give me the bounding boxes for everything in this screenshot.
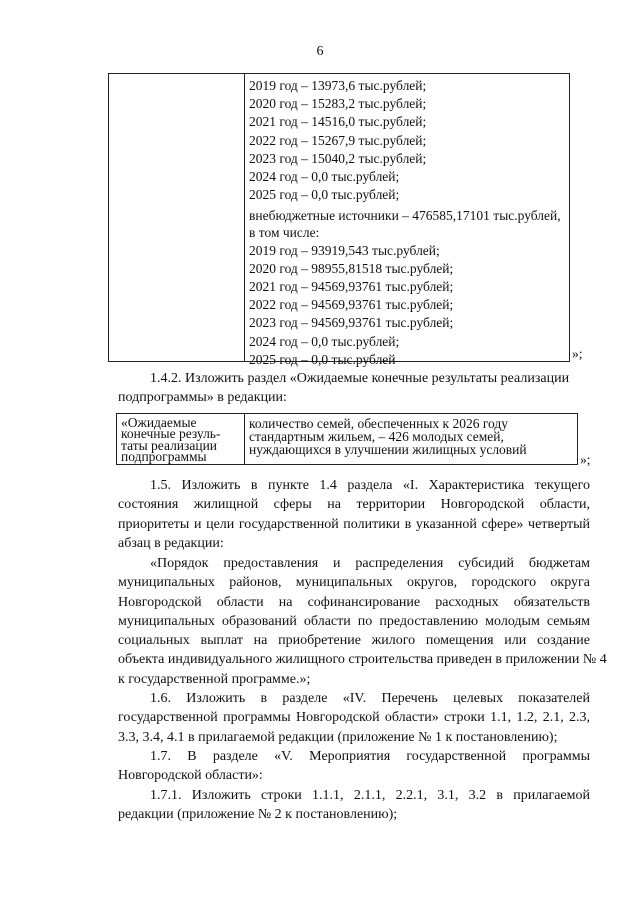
funding-line: 2020 год – 98955,81518 тыс.рублей; bbox=[249, 260, 454, 276]
table-divider bbox=[244, 414, 245, 464]
results-value-line: количество семей, обеспеченных к 2026 году bbox=[249, 416, 509, 431]
paragraph-line: 1.7.1. Изложить строки 1.1.1, 2.1.1, 2.2.1, 3.1, 3.2 в прилагаемой bbox=[150, 788, 590, 803]
paragraph-line: 1.7. В разделе «V. Мероприятия государственной программы bbox=[150, 749, 590, 764]
table-divider bbox=[244, 74, 245, 361]
funding-line: внебюджетные источники – 476585,17101 тыс.рублей, bbox=[249, 208, 561, 224]
paragraph-line: 1.5. Изложить в пункте 1.4 раздела «I. Характеристика текущего bbox=[150, 478, 590, 493]
funding-table bbox=[108, 73, 570, 367]
results-table bbox=[116, 413, 578, 465]
results-label-line: «Ожидаемые bbox=[121, 415, 197, 430]
funding-lines bbox=[249, 77, 565, 369]
paragraph-line: социальных выплат на приобретение жилого помещения или создание bbox=[118, 633, 590, 649]
funding-line: 2020 год – 15283,2 тыс.рублей; bbox=[249, 96, 427, 112]
funding-line: 2023 год – 15040,2 тыс.рублей; bbox=[249, 150, 427, 166]
results-label-line: конечные резуль- bbox=[121, 426, 221, 442]
paragraph-line: приоритеты и цели государственной политики в указанной сфере» четвертый bbox=[118, 516, 590, 532]
paragraph-line: к государственной программе.»; bbox=[118, 671, 311, 687]
item-1-7-1 bbox=[118, 786, 590, 825]
paragraph-line: состояния жилищной сферы на территории Новгородской области, bbox=[118, 497, 590, 513]
funding-line: 2024 год – 0,0 тыс.рублей; bbox=[249, 169, 400, 185]
quote-paragraph bbox=[118, 554, 607, 689]
funding-line: 2021 год – 94569,93761 тыс.рублей; bbox=[249, 279, 454, 295]
funding-table-closing: »; bbox=[572, 346, 583, 361]
page-number: 6 bbox=[316, 44, 324, 59]
funding-line: 2021 год – 14516,0 тыс.рублей; bbox=[249, 114, 427, 130]
results-label-cell bbox=[121, 417, 243, 463]
item-1-4-2-line-2: подпрограммы» в редакции: bbox=[118, 390, 287, 405]
paragraph-line: Новгородской области на софинансирование расходных обязательств bbox=[118, 594, 590, 610]
paragraph-line: абзац в редакции: bbox=[118, 535, 224, 551]
funding-line: 2019 год – 93919,543 тыс.рублей; bbox=[249, 242, 440, 258]
results-label-line: подпрограммы bbox=[121, 449, 207, 465]
item-1-4-2-line-1: 1.4.2. Изложить раздел «Ожидаемые конечные результаты реализации bbox=[150, 371, 570, 386]
paragraph-line: «Порядок предоставления и распределения субсидий бюджетам bbox=[150, 556, 590, 571]
results-value-cell bbox=[249, 417, 574, 457]
paragraph-line: муниципальных образований области по предоставлению молодым семьям bbox=[118, 613, 590, 629]
paragraph-line: Новгородской области»: bbox=[118, 768, 263, 784]
item-1-5 bbox=[118, 476, 590, 553]
funding-line: 2023 год – 94569,93761 тыс.рублей; bbox=[249, 315, 454, 331]
funding-line: в том числе: bbox=[249, 224, 320, 240]
paragraph-line: объекта индивидуального жилищного строительства приведен в приложении № 4 bbox=[118, 652, 607, 668]
item-1-7 bbox=[118, 747, 590, 786]
paragraph-line: государственной программы Новгородской области» строки 1.1, 1.2, 2.1, 2.3, bbox=[118, 710, 590, 726]
results-value-line: нуждающихся в улучшении жилищных условий bbox=[249, 442, 527, 458]
paragraph-line: 3.3, 3.4, 4.1 в прилагаемой редакции (приложение № 1 к постановлению); bbox=[118, 729, 558, 745]
funding-line: 2022 год – 15267,9 тыс.рублей; bbox=[249, 132, 427, 148]
results-table-closing: »; bbox=[580, 452, 591, 467]
paragraph-line: редакции (приложение № 2 к постановлению); bbox=[118, 807, 398, 823]
funding-line: 2025 год – 0,0 тыс.рублей; bbox=[249, 187, 400, 203]
item-1-6 bbox=[118, 689, 590, 747]
paragraph-line: муниципальных районов, муниципальных округов, городского округа bbox=[118, 575, 590, 591]
funding-line: 2019 год – 13973,6 тыс.рублей; bbox=[249, 78, 427, 93]
funding-line: 2024 год – 0,0 тыс.рублей; bbox=[249, 333, 400, 349]
funding-line: 2025 год – 0,0 тыс.рублей bbox=[249, 351, 396, 367]
results-value-line: стандартным жильем, – 426 молодых семей, bbox=[249, 429, 504, 445]
paragraph-line: 1.6. Изложить в разделе «IV. Перечень целевых показателей bbox=[150, 691, 590, 706]
funding-line: 2022 год – 94569,93761 тыс.рублей; bbox=[249, 297, 454, 313]
results-label-line: таты реализации bbox=[121, 437, 218, 453]
